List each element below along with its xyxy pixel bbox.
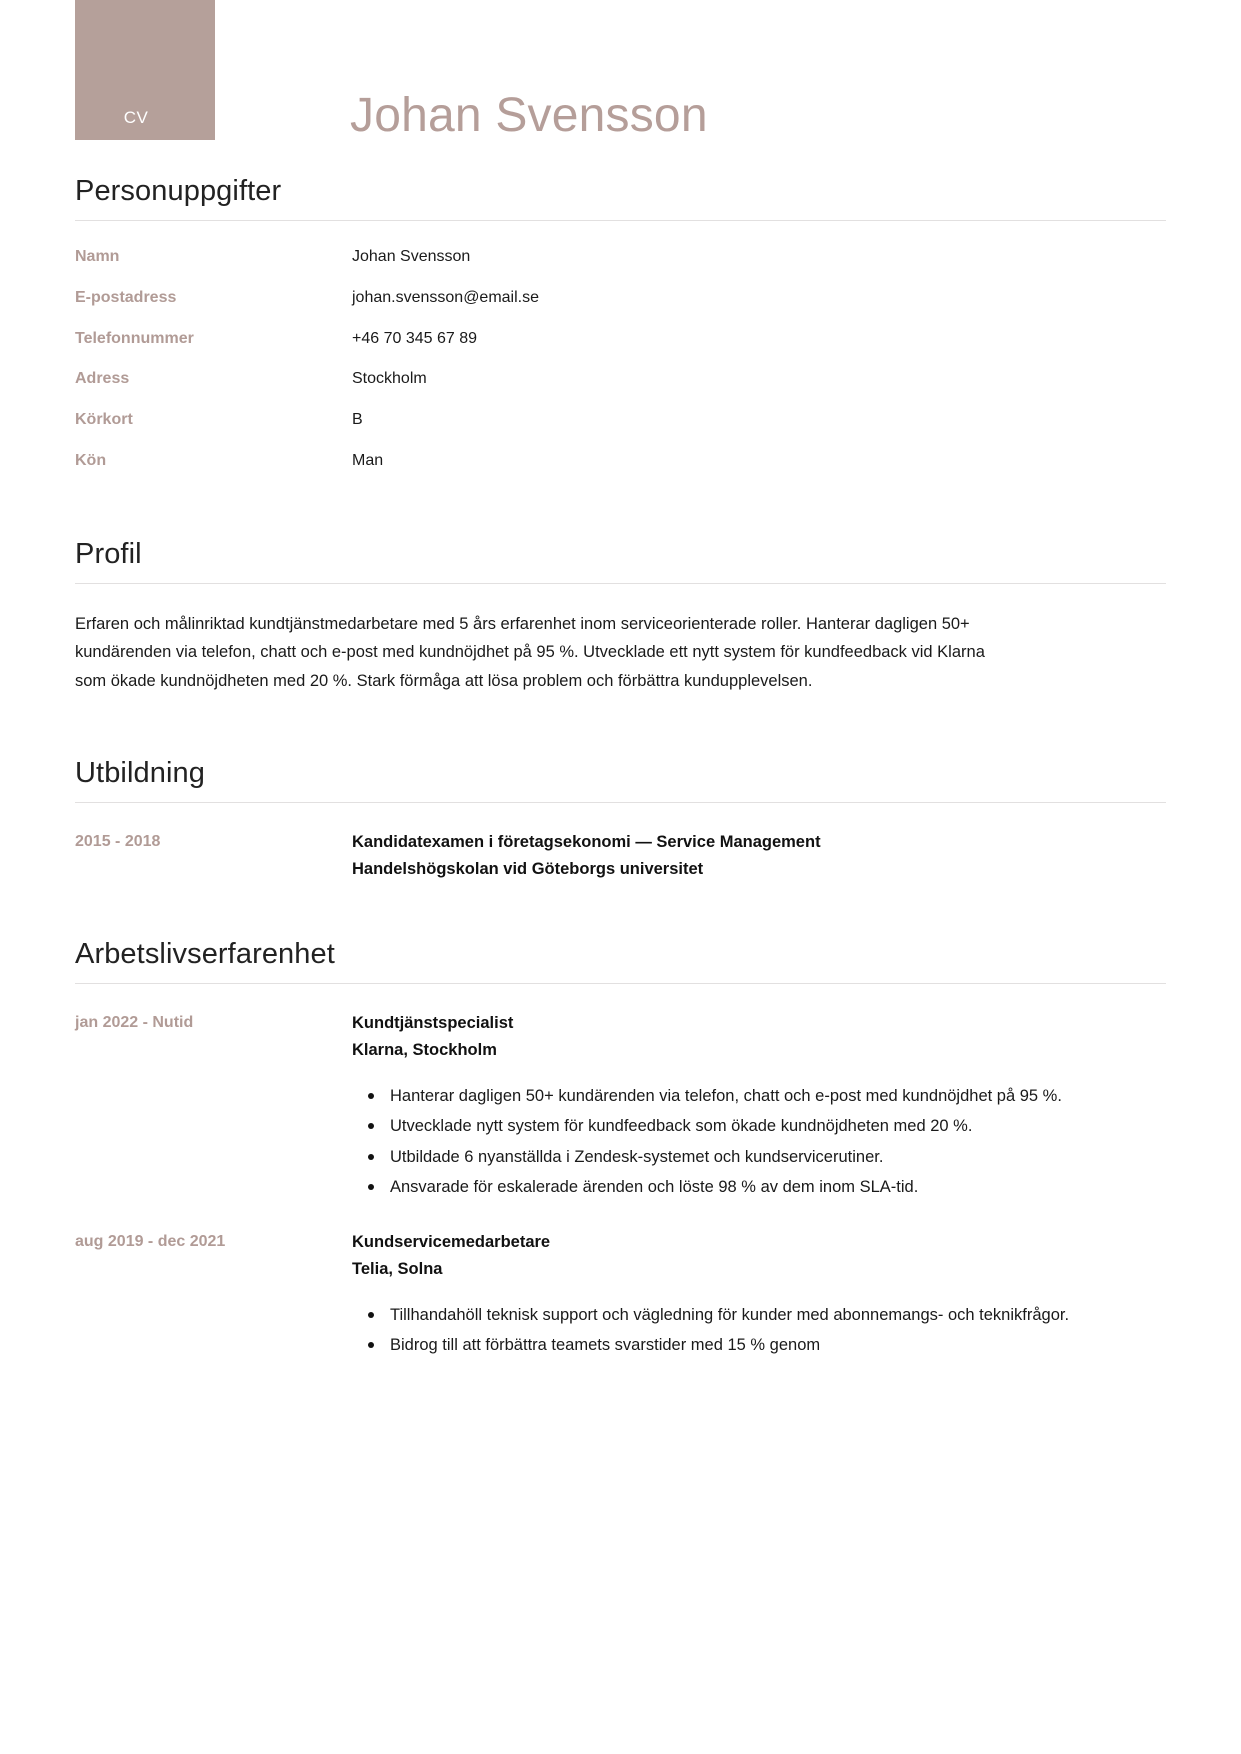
profile-paragraph: Erfaren och målinriktad kundtjänstmedarbetare med 5 års erfarenhet inom serviceorienterade roller. Hanterar dagligen 50+ kundärenden via telefon, chatt och e-post med kundnöjdhet på 95 %. Utvecklade ett nytt system för kundfeedback vid Klarna som ökade kundnöjdheten med 20 %. Stark förmåga att lösa problem och förbättra kundupplevelsen. [75, 614, 985, 690]
experience-job-title: Kundservicemedarbetare [352, 1233, 551, 1252]
list-item: Bidrog till att förbättra teamets svarstider med 15 % genom [390, 1331, 1166, 1359]
section-title-education: Utbildning [75, 756, 205, 789]
list-item: Tillhandahöll teknisk support och vägledning för kunder med abonnemangs- och teknikfrågor. [390, 1301, 1166, 1329]
section-divider [75, 583, 1166, 584]
spacer [75, 1213, 1166, 1229]
experience-bullet-list [352, 1301, 1166, 1360]
detail-label-korkort: Körkort [75, 411, 133, 429]
detail-row [75, 451, 1166, 472]
section-title-experience: Arbetslivserfarenhet [75, 938, 335, 971]
list-item: Utvecklade nytt system för kundfeedback som ökade kundnöjdheten med 20 %. [390, 1112, 1166, 1140]
detail-value-adress: Stockholm [352, 370, 427, 388]
section-personal-details [0, 175, 1241, 472]
detail-label-namn: Namn [75, 248, 120, 265]
detail-value-epost: johan.svensson@email.se [352, 288, 540, 306]
education-entry-body [352, 829, 1166, 882]
spacer [0, 695, 1241, 757]
experience-period: jan 2022 - Nutid [75, 1014, 194, 1032]
cv-badge-label: CV [123, 108, 149, 127]
detail-value-namn: Johan Svensson [352, 248, 471, 265]
spacer [0, 892, 1241, 938]
section-divider [75, 983, 1166, 984]
section-title-profile: Profil [75, 537, 142, 570]
detail-label-epost: E-postadress [75, 288, 177, 306]
detail-row [75, 247, 1166, 268]
section-education [0, 757, 1241, 882]
experience-entry-body [352, 1010, 1166, 1203]
detail-value-korkort: B [352, 411, 363, 429]
detail-label-telefon: Telefonnummer [75, 329, 194, 347]
detail-label-kon: Kön [75, 451, 107, 469]
detail-row [75, 410, 1166, 431]
education-institution: Handelshögskolan vid Göteborgs universitet [352, 859, 704, 878]
detail-value-kon: Man [352, 451, 384, 469]
section-title-personal: Personuppgifter [75, 175, 282, 207]
section-divider [75, 802, 1166, 803]
experience-period: aug 2019 - dec 2021 [75, 1233, 226, 1251]
experience-entry [75, 1229, 1166, 1361]
experience-bullet-list [352, 1082, 1166, 1202]
section-divider [75, 220, 1166, 221]
section-experience [0, 938, 1241, 1361]
list-item: Ansvarade för eskalerade ärenden och löste 98 % av dem inom SLA-tid. [390, 1173, 1166, 1201]
experience-company: Telia, Solna [352, 1260, 443, 1278]
detail-value-telefon: +46 70 345 67 89 [352, 329, 478, 347]
detail-label-adress: Adress [75, 370, 130, 388]
spacer [0, 492, 1241, 538]
experience-entry [75, 1010, 1166, 1203]
experience-entry-body [352, 1229, 1166, 1361]
cv-header [0, 0, 1241, 175]
education-degree: Kandidatexamen i företagsekonomi — Service Management [352, 832, 821, 851]
page-title: Johan Svensson [350, 89, 708, 142]
detail-row [75, 329, 1166, 350]
list-item: Utbildade 6 nyanställda i Zendesk-systemet och kundservicerutiner. [390, 1143, 1166, 1171]
detail-row [75, 288, 1166, 309]
education-period: 2015 - 2018 [75, 832, 161, 850]
education-entry [75, 829, 1166, 882]
section-profile [0, 538, 1241, 695]
experience-job-title: Kundtjänstspecialist [352, 1014, 514, 1033]
list-item: Hanterar dagligen 50+ kundärenden via telefon, chatt och e-post med kundnöjdhet på 95 %. [390, 1082, 1166, 1110]
experience-company: Klarna, Stockholm [352, 1041, 497, 1060]
detail-row [75, 369, 1166, 390]
cv-badge-block [75, 0, 215, 140]
